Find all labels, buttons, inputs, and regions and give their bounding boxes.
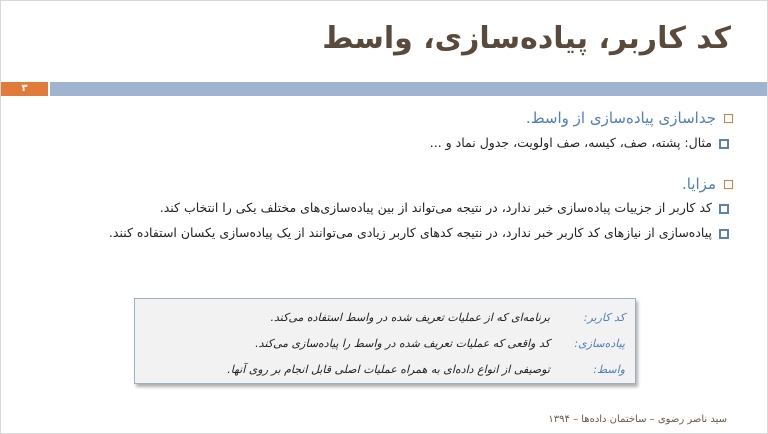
hollow-square-bullet-icon: [724, 180, 733, 189]
bullet-text: مزایا.: [682, 175, 716, 193]
definition-description: کد واقعی که عملیات تعریف شده در واسط را پیاده‌سازی می‌کند.: [255, 336, 550, 350]
bullet-text: جداسازی پیاده‌سازی از واسط.: [525, 109, 716, 127]
hollow-square-bullet-icon: [724, 114, 733, 123]
slide-number: ۳: [21, 83, 28, 94]
definition-description: برنامه‌ای که از عملیات تعریف شده در واسط استفاده می‌کند.: [270, 310, 550, 324]
slide-footer: سید ناصر رضوی – ساختمان داده‌ها – ۱۳۹۴: [548, 414, 727, 425]
bullet-level2: [61, 197, 729, 219]
bullet-level2: [61, 222, 729, 244]
bullet-list: [61, 109, 733, 244]
definition-term: پیاده‌سازی:: [574, 336, 625, 350]
definition-row: [135, 358, 635, 380]
square-bullet-icon: [719, 139, 729, 149]
square-bullet-icon: [719, 204, 729, 214]
bullet-text: مثال: پشته، صف، کیسه، صف اولویت، جدول نماد و ...: [429, 135, 712, 150]
bullet-text: کد کاربر از جزییات پیاده‌سازی خبر ندارد، در نتیجه می‌تواند از بین پیاده‌سازی‌های مختلف یکی را انتخاب کند.: [159, 200, 712, 215]
bullet-level1: [61, 175, 733, 193]
bullet-level2: [61, 132, 729, 154]
definitions-box: [134, 298, 636, 384]
title-underline-bar: [50, 82, 767, 96]
definition-row: [135, 306, 635, 328]
bullet-text: پیاده‌سازی از نیازهای کد کاربر خبر ندارد، در نتیجه کدهای کاربر زیادی می‌توانند از یک پیاده‌سازی یکسان استفاده کنند.: [108, 225, 712, 240]
square-bullet-icon: [719, 229, 729, 239]
bullet-level1: [61, 109, 733, 127]
definition-row: [135, 332, 635, 354]
definition-description: توصیفی از انواع داده‌ای به همراه عملیات اصلی قابل انجام بر روی آنها.: [227, 362, 550, 376]
slide-title: کد کاربر، پیاده‌سازی، واسط: [322, 21, 731, 56]
definition-term: کد کاربر:: [583, 310, 625, 324]
definition-term: واسط:: [593, 362, 625, 376]
